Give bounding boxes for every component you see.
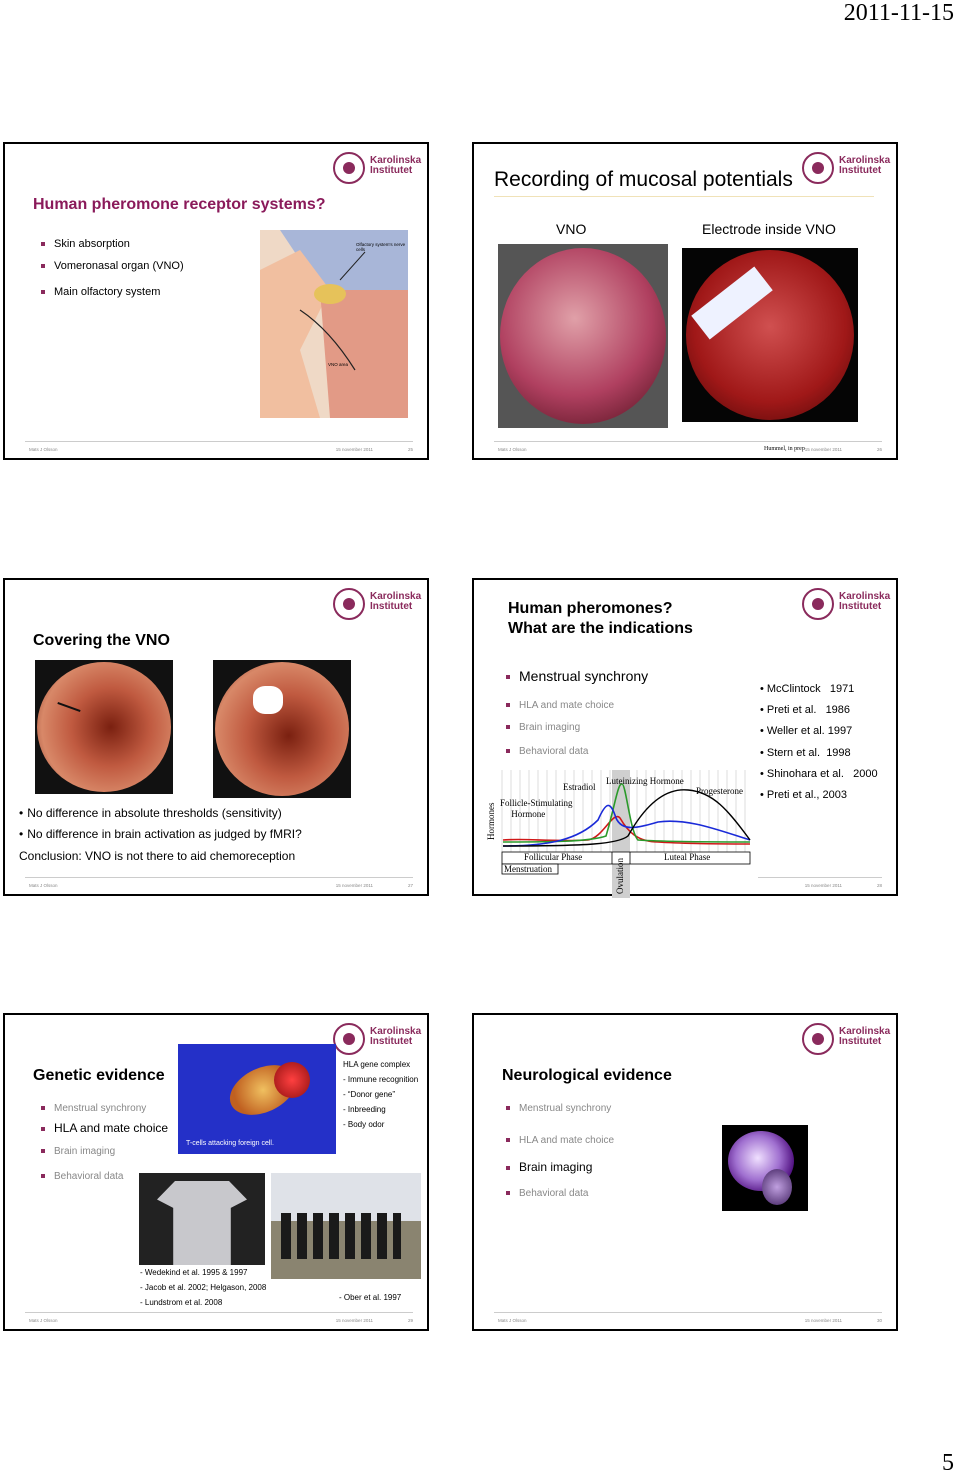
slide-number: 29 bbox=[407, 1318, 413, 1323]
bullet-item: HLA and mate choice bbox=[506, 1135, 614, 1146]
footer-author: Mats J Olsson bbox=[29, 883, 58, 888]
chart-ylabel: Hormones bbox=[486, 802, 496, 840]
progesterone-label: Progesterone bbox=[696, 786, 743, 796]
follicular-label: Follicular Phase bbox=[524, 852, 583, 862]
slide-number: 27 bbox=[407, 883, 413, 888]
fsh-label-line1: Follicle-Stimulating bbox=[500, 798, 573, 808]
ref-author: Preti et al., 2003 bbox=[766, 789, 847, 801]
reference-item: - Ober et al. 1997 bbox=[339, 1293, 402, 1302]
electrode-label: Electrode inside VNO bbox=[702, 221, 836, 237]
karolinska-logo bbox=[333, 588, 422, 624]
hutterite-group-photo bbox=[271, 1173, 421, 1279]
ref-year: 1998 bbox=[826, 747, 851, 759]
logo-line2: Institutet bbox=[370, 1036, 413, 1047]
bullet-item: Behavioral data bbox=[506, 746, 589, 757]
hla-item: - Body odor bbox=[343, 1120, 385, 1129]
reference-item bbox=[760, 704, 850, 716]
footer-author: Mats J Olsson bbox=[29, 1318, 58, 1323]
cover-patch bbox=[253, 686, 283, 714]
logo-line2: Institutet bbox=[839, 165, 882, 176]
bullet-item: Behavioral data bbox=[506, 1188, 589, 1199]
slide-title: Genetic evidence bbox=[33, 1067, 165, 1084]
reference-item bbox=[760, 725, 852, 737]
slide-title: Neurological evidence bbox=[502, 1067, 672, 1084]
ref-year: 1997 bbox=[827, 725, 853, 737]
karolinska-seal-icon bbox=[333, 152, 365, 184]
ref-year: 1971 bbox=[829, 683, 855, 695]
ref-author: McClintock bbox=[766, 683, 821, 695]
ovulation-label: Ovulation bbox=[615, 858, 625, 894]
brain-mri-image bbox=[722, 1125, 808, 1211]
tshirt-photo bbox=[139, 1173, 265, 1265]
bullet-item: Menstrual synchrony bbox=[506, 1103, 611, 1114]
ref-author: Stern et al. bbox=[766, 747, 821, 759]
karolinska-logo bbox=[333, 1023, 422, 1059]
bullet-item: • No difference in absolute thresholds (sensitivity) bbox=[19, 806, 282, 820]
hla-item: - “Donor gene” bbox=[343, 1090, 396, 1099]
logo-line2: Institutet bbox=[839, 1036, 882, 1047]
karolinska-logo bbox=[802, 1023, 891, 1059]
logo-line1: Karolinska bbox=[839, 155, 891, 166]
karolinska-logo bbox=[333, 152, 422, 188]
logo-line2: Institutet bbox=[370, 601, 413, 612]
vno-endoscopy-photo bbox=[498, 244, 668, 428]
ref-author: Shinohara et al. bbox=[766, 768, 844, 780]
slide-number: 26 bbox=[876, 447, 882, 452]
ref-year: 1986 bbox=[825, 704, 851, 716]
karolinska-logo bbox=[802, 588, 891, 624]
bullet-item: HLA and mate choice bbox=[41, 1121, 168, 1135]
slide-footer bbox=[498, 878, 882, 888]
vno-area-label: VNO area bbox=[328, 362, 349, 367]
slide-26 bbox=[472, 142, 898, 460]
hla-item: - Inbreeding bbox=[343, 1105, 386, 1114]
conclusion-text: Conclusion: VNO is not there to aid chemoreception bbox=[19, 849, 296, 863]
electrode-endoscopy-photo bbox=[682, 248, 858, 422]
nasal-anatomy-illustration bbox=[260, 230, 408, 418]
reference-item bbox=[760, 683, 854, 695]
karolinska-seal-icon bbox=[802, 588, 834, 620]
lh-label: Luteinizing Hormone bbox=[606, 776, 684, 786]
footer-author: Mats J Olsson bbox=[498, 447, 527, 452]
bullet-item: Brain imaging bbox=[506, 722, 580, 733]
logo-line1: Karolinska bbox=[370, 155, 422, 166]
slide-footer bbox=[498, 442, 882, 452]
bullet-item: Main olfactory system bbox=[41, 286, 160, 298]
slide-25 bbox=[3, 142, 429, 460]
karolinska-logo bbox=[802, 152, 891, 188]
luteal-label: Luteal Phase bbox=[664, 852, 711, 862]
logo-line2: Institutet bbox=[839, 601, 882, 612]
logo-line1: Karolinska bbox=[370, 591, 422, 602]
reference-item bbox=[760, 768, 878, 780]
t-cells-caption: T-cells attacking foreign cell. bbox=[186, 1140, 274, 1147]
footer-author: Mats J Olsson bbox=[498, 1318, 527, 1323]
bullet-item: Brain imaging bbox=[506, 1160, 592, 1174]
ref-author: Weller et al. bbox=[766, 725, 825, 737]
karolinska-seal-icon bbox=[802, 152, 834, 184]
vno-photo-covered bbox=[213, 660, 351, 798]
hla-heading: HLA gene complex bbox=[343, 1060, 411, 1069]
footer-date: 15 november 2011 bbox=[335, 1318, 373, 1323]
slide-30 bbox=[472, 1013, 898, 1331]
logo-line1: Karolinska bbox=[370, 1026, 422, 1037]
slide-title: Recording of mucosal potentials bbox=[494, 168, 793, 191]
bullet-item: Menstrual synchrony bbox=[506, 668, 648, 684]
page-number: 5 bbox=[942, 1450, 954, 1476]
citation: Hummel, in prep bbox=[764, 446, 805, 452]
title-underline bbox=[494, 196, 874, 197]
vno-label: VNO bbox=[556, 221, 587, 237]
fsh-label bbox=[500, 798, 573, 820]
slide-27 bbox=[3, 578, 429, 896]
hla-item: - Immune recognition bbox=[343, 1075, 419, 1084]
ref-year: 2000 bbox=[853, 768, 878, 780]
logo-line1: Karolinska bbox=[839, 591, 891, 602]
bullet-item: • No difference in brain activation as judged by fMRI? bbox=[19, 827, 302, 841]
footer-date: 15 november 2011 bbox=[335, 883, 373, 888]
bullet-item: Behavioral data bbox=[41, 1171, 124, 1182]
slide-number: 25 bbox=[407, 447, 413, 452]
slide-28 bbox=[472, 578, 898, 896]
slide-number: 28 bbox=[876, 883, 882, 888]
fsh-label-line2: Hormone bbox=[511, 809, 546, 819]
slide-title-line1: Human pheromones? bbox=[508, 600, 673, 617]
bullet-item: HLA and mate choice bbox=[506, 700, 614, 711]
reference-item bbox=[760, 747, 851, 759]
bullet-item: Menstrual synchrony bbox=[41, 1103, 146, 1114]
slide-footer bbox=[29, 442, 413, 452]
olfactory-label: Olfactory system's nerve cells bbox=[356, 242, 406, 252]
slide-title: Covering the VNO bbox=[33, 632, 170, 649]
header-date: 2011-11-15 bbox=[843, 0, 954, 26]
reference-item bbox=[760, 789, 847, 801]
slide-footer bbox=[29, 878, 413, 888]
logo-line2: Institutet bbox=[370, 165, 413, 176]
slide-footer bbox=[29, 1313, 413, 1323]
estradiol-label: Estradiol bbox=[563, 782, 596, 792]
footer-date: 15 november 2011 bbox=[804, 883, 842, 888]
footer-date: 15 november 2011 bbox=[804, 447, 842, 452]
slide-29 bbox=[3, 1013, 429, 1331]
bullet-item: Vomeronasal organ (VNO) bbox=[41, 260, 184, 272]
bullet-item: Brain imaging bbox=[41, 1146, 115, 1157]
reference-item: - Wedekind et al. 1995 & 1997 bbox=[140, 1268, 248, 1277]
reference-item: - Jacob et al. 2002; Helgason, 2008 bbox=[140, 1283, 267, 1292]
footer-date: 15 november 2011 bbox=[335, 447, 373, 452]
bullet-item: Skin absorption bbox=[41, 238, 130, 250]
karolinska-seal-icon bbox=[333, 1023, 365, 1055]
slide-title-line2: What are the indications bbox=[508, 620, 693, 637]
t-cells-photo bbox=[178, 1044, 336, 1154]
slide-footer bbox=[498, 1313, 882, 1323]
reference-item: - Lundstrom et al. 2008 bbox=[140, 1298, 223, 1307]
ref-author: Preti et al. bbox=[766, 704, 817, 716]
footer-author: Mats J Olsson bbox=[29, 447, 58, 452]
logo-line1: Karolinska bbox=[839, 1026, 891, 1037]
footer-date: 15 november 2011 bbox=[804, 1318, 842, 1323]
karolinska-seal-icon bbox=[333, 588, 365, 620]
slide-title: Human pheromone receptor systems? bbox=[33, 196, 326, 213]
menstruation-label: Menstruation bbox=[504, 864, 552, 874]
karolinska-seal-icon bbox=[802, 1023, 834, 1055]
slide-number: 30 bbox=[876, 1318, 882, 1323]
vno-photo-uncovered bbox=[35, 660, 173, 794]
